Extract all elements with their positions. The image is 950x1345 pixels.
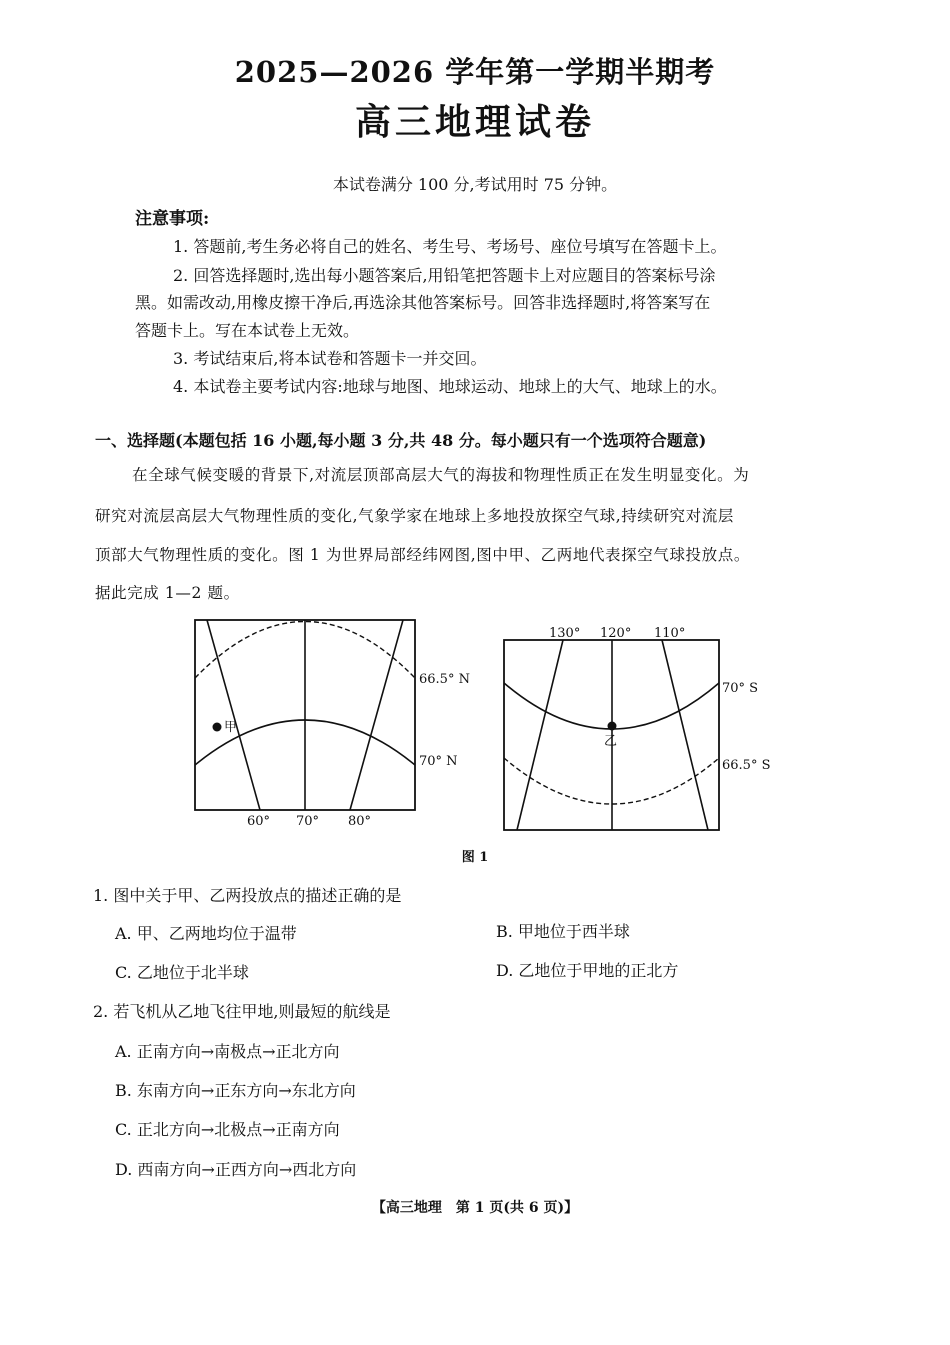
meridian-60 <box>207 620 260 810</box>
lon-label-110: 110° <box>654 626 686 641</box>
exam-subtitle: 本试卷满分 100 分,考试用时 75 分钟。 <box>332 175 618 194</box>
passage-line: 在全球气候变暖的背景下,对流层顶部高层大气的海拔和物理性质正在发生明显变化。为 <box>132 466 750 484</box>
question-1-option-c[interactable]: C. 乙地位于北半球 <box>115 963 249 982</box>
passage-line: 顶部大气物理性质的变化。图 1 为世界局部经纬网图,图中甲、乙两地代表探空气球投放点。 <box>95 546 750 564</box>
lat-label-70-n: 70° N <box>419 754 458 769</box>
point-jia-label: 甲 <box>224 720 238 735</box>
question-2-stem: 2. 若飞机从乙地飞往甲地,则最短的航线是 <box>93 1002 391 1021</box>
figure-caption: 图 1 <box>461 850 489 865</box>
meridian-110 <box>662 640 708 830</box>
point-yi-label: 乙 <box>604 734 618 749</box>
section-heading: 一、选择题(本题包括 16 小题,每小题 3 分,共 48 分。每小题只有一个选项符合题意) <box>95 431 707 450</box>
meridian-80 <box>350 620 403 810</box>
notice-line: 1. 答题前,考生务必将自己的姓名、考生号、考场号、座位号填写在答题卡上。 <box>173 237 727 256</box>
passage-line: 据此完成 1—2 题。 <box>95 584 240 602</box>
question-2-option-d[interactable]: D. 西南方向→正西方向→西北方向 <box>115 1160 357 1179</box>
point-jia-marker <box>213 723 222 732</box>
meridian-130 <box>517 640 563 830</box>
lon-label-70: 70° <box>296 814 320 829</box>
notice-line: 2. 回答选择题时,选出每小题答案后,用铅笔把答题卡上对应题目的答案标号涂 <box>173 266 716 285</box>
notice-line: 黑。如需改动,用橡皮擦干净后,再选涂其他答案标号。回答非选择题时,将答案写在 <box>135 293 711 312</box>
page-footer: 【高三地理 第 1 页(共 6 页)】 <box>371 1200 579 1216</box>
right-map <box>504 626 770 830</box>
lon-label-80: 80° <box>348 814 372 829</box>
figure-1 <box>0 600 950 840</box>
passage-line: 研究对流层高层大气物理性质的变化,气象学家在地球上多地投放探空气球,持续研究对流层 <box>95 507 734 525</box>
lon-label-130: 130° <box>549 626 581 641</box>
question-1-option-b[interactable]: B. 甲地位于西半球 <box>496 922 630 941</box>
lat-label-66-5-s: 66.5° S <box>722 758 771 773</box>
exam-title-line2: 高三地理试卷 <box>354 101 595 143</box>
notice-heading: 注意事项: <box>135 209 210 229</box>
question-2-option-c[interactable]: C. 正北方向→北极点→正南方向 <box>115 1120 340 1139</box>
notice-line: 3. 考试结束后,将本试卷和答题卡一并交回。 <box>173 349 487 368</box>
exam-title-line1: 2025—2026 学年第一学期半期考 <box>234 55 716 89</box>
notice-line: 答题卡上。写在本试卷上无效。 <box>135 321 360 340</box>
question-1-option-a[interactable]: A. 甲、乙两地均位于温带 <box>115 924 297 943</box>
lat-label-70-s: 70° S <box>722 681 759 696</box>
question-1-option-d[interactable]: D. 乙地位于甲地的正北方 <box>496 961 679 980</box>
lon-label-60: 60° <box>247 814 271 829</box>
question-2-option-a[interactable]: A. 正南方向→南极点→正北方向 <box>115 1042 340 1061</box>
question-2-option-b[interactable]: B. 东南方向→正东方向→东北方向 <box>115 1081 356 1100</box>
notice-line: 4. 本试卷主要考试内容:地球与地图、地球运动、地球上的大气、地球上的水。 <box>173 377 727 396</box>
left-map <box>195 620 470 829</box>
lon-label-120: 120° <box>600 626 632 641</box>
lat-label-66-5-n: 66.5° N <box>419 672 470 687</box>
question-1-stem: 1. 图中关于甲、乙两投放点的描述正确的是 <box>93 886 402 905</box>
point-yi-marker <box>608 722 617 731</box>
